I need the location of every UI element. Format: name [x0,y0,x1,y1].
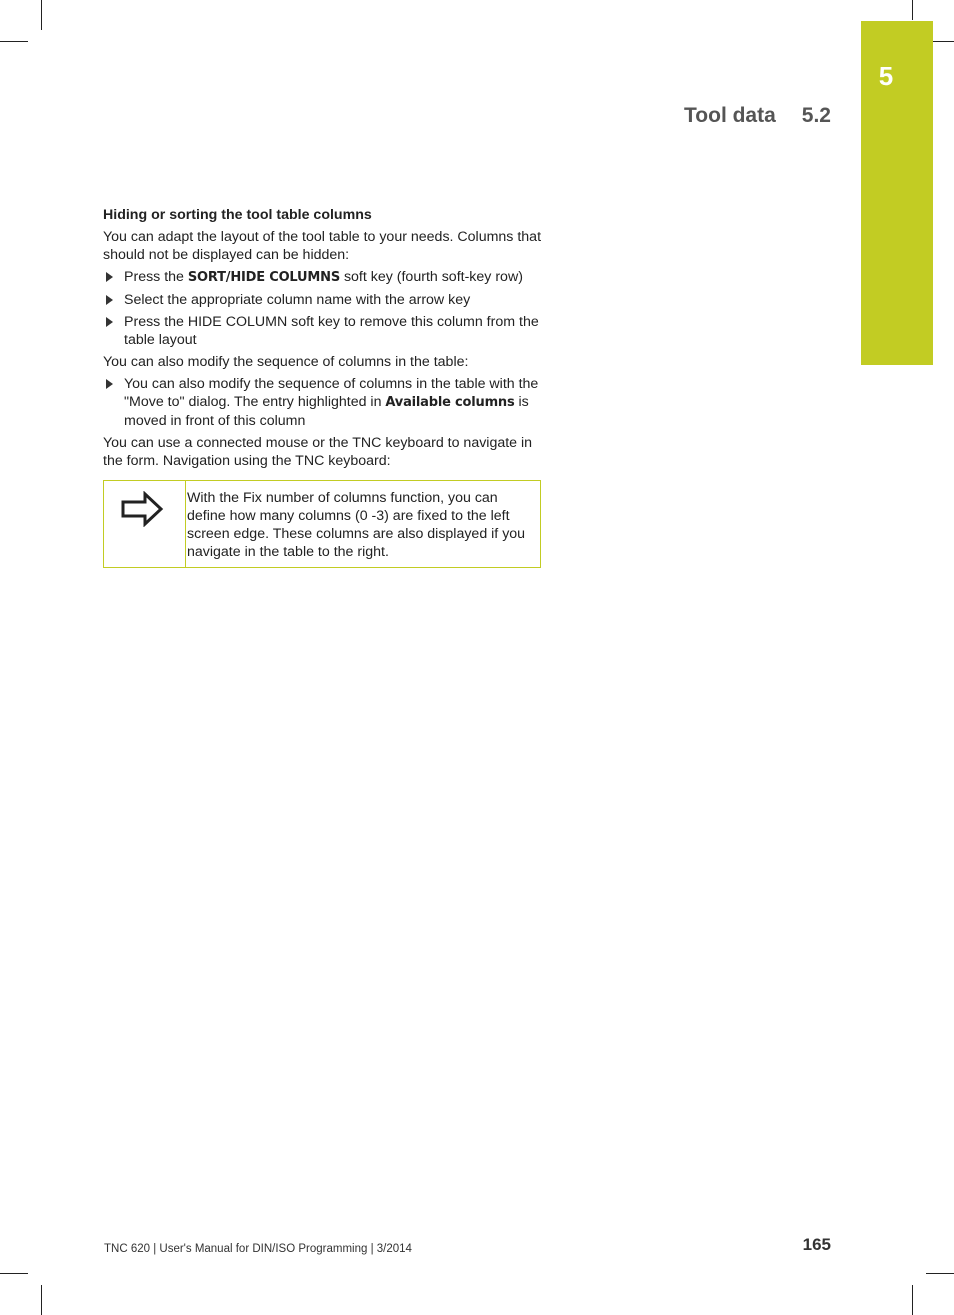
bullet-arrow-icon [106,317,113,327]
crop-mark [41,1285,42,1315]
running-header [684,102,831,130]
list-item: You can also modify the sequence of columns in the table with the "Move to" dialog. The entry highlighted in Available columns is moved in front of this column [103,375,545,430]
navigation-paragraph: You can use a connected mouse or the TNC keyboard to navigate in the form. Navigation using the TNC keyboard: [103,435,533,469]
sequence-paragraph: You can also modify the sequence of columns in the table: [103,354,469,370]
arrow-right-outline-icon [120,491,164,527]
page-number: 165 [802,1235,831,1254]
main-content [103,206,545,568]
bullet-arrow-icon [106,272,113,282]
intro-paragraph: You can adapt the layout of the tool table to your needs. Columns that should not be displayed can be hidden: [103,229,542,263]
note-text: With the Fix number of columns function, you can define how many columns (0 -3) are fixed to the left screen edge. These columns are also displayed if you navigate in the table to the right. [187,490,526,560]
bullet-arrow-icon [106,295,113,305]
list-item: Press the HIDE COLUMN soft key to remove this column from the table layout [103,313,545,349]
note-box [103,480,541,568]
chapter-tab [861,21,933,365]
crop-mark [0,1273,28,1274]
crop-mark [912,1285,913,1315]
crop-mark [912,0,913,20]
footer-text: TNC 620 | User's Manual for DIN/ISO Programming | 3/2014 [104,1243,412,1255]
softkey-name: SORT/HIDE COLUMNS [187,270,340,285]
crop-mark [0,41,28,42]
chapter-number: 5 [878,61,894,91]
section-heading: Hiding or sorting the tool table columns [103,207,372,223]
list-item: Select the appropriate column name with the arrow key [103,291,545,309]
header-section: 5.2 [801,104,831,127]
crop-mark [926,1273,954,1274]
crop-mark [41,0,42,30]
note-divider [185,481,186,567]
list-item: Press the SORT/HIDE COLUMNS soft key (fourth soft-key row) [103,268,545,287]
ui-element-name: Available columns [385,395,515,410]
bullet-arrow-icon [106,379,113,389]
header-title: Tool data [684,104,776,127]
